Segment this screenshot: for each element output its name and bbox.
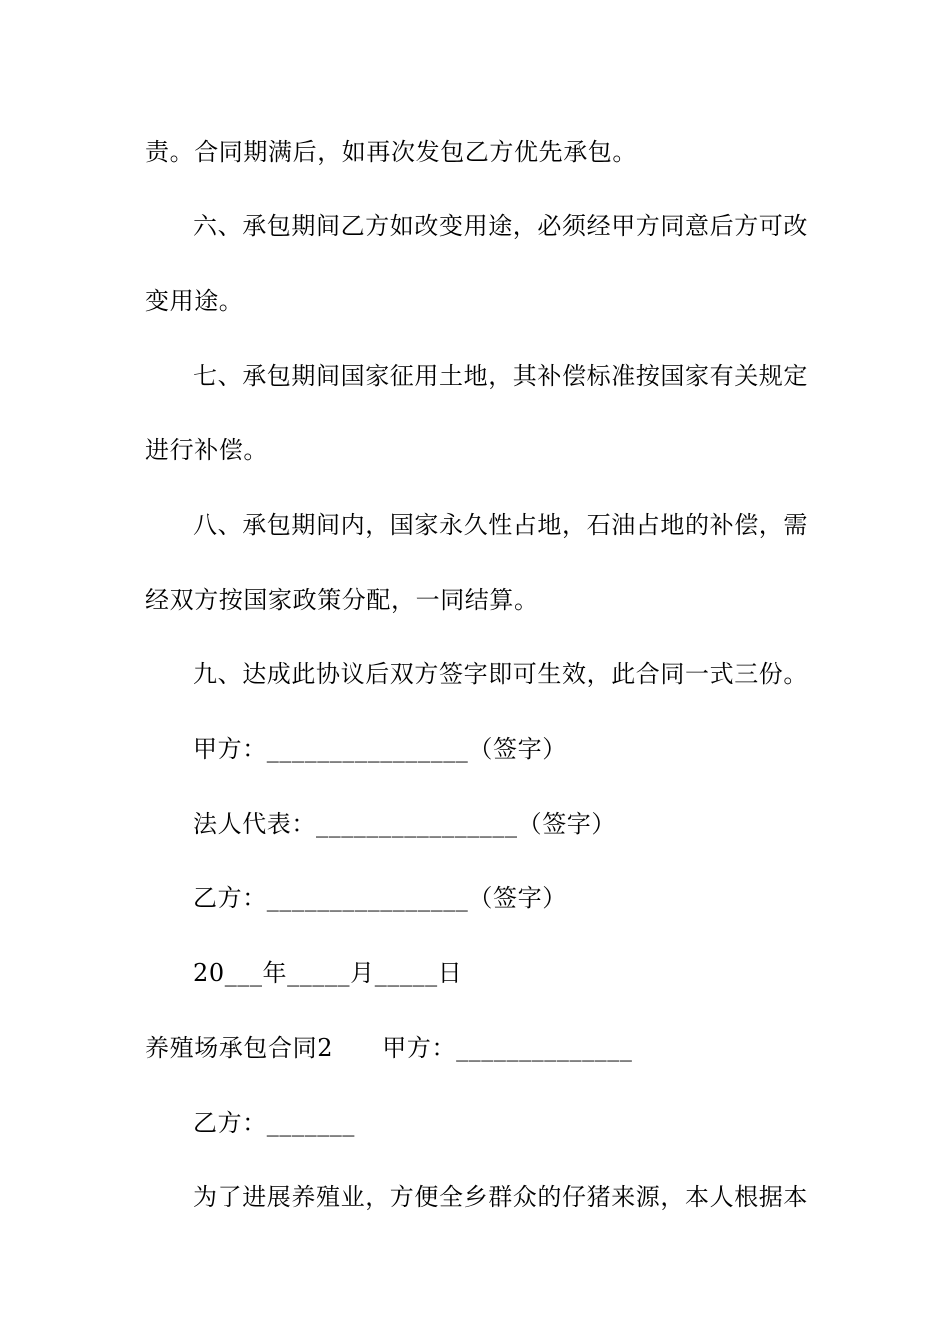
clause-nine: 九、达成此协议后双方签字即可生效，此合同一式三份。: [193, 660, 808, 688]
contract-two-party-b-line: 乙方：_______: [193, 1109, 355, 1137]
clause-seven-line-1: 七、承包期间国家征用土地，其补偿标准按国家有关规定: [193, 362, 808, 390]
clause-eight-line-2: 经双方按国家政策分配，一同结算。: [145, 586, 539, 614]
clause-eight-line-1: 八、承包期间内，国家永久性占地，石油占地的补偿，需: [193, 511, 808, 539]
legal-representative-signature-line: 法人代表：________________（签字）: [193, 810, 616, 838]
contract-two-intro-line: 为了进展养殖业，方便全乡群众的仔猪来源，本人根据本: [193, 1183, 808, 1211]
party-b-signature-line: 乙方：________________（签字）: [193, 884, 567, 912]
contract-two-title-line: 养殖场承包合同2 甲方：______________: [145, 1034, 633, 1062]
date-line: 20___年_____月_____日: [193, 959, 463, 987]
clause-six-line-1: 六、承包期间乙方如改变用途，必须经甲方同意后方可改: [193, 212, 808, 240]
clause-seven-line-2: 进行补偿。: [145, 436, 268, 464]
paragraph-line-1: 责。合同期满后，如再次发包乙方优先承包。: [145, 138, 637, 166]
party-a-signature-line: 甲方：________________（签字）: [193, 735, 567, 763]
clause-six-line-2: 变用途。: [145, 287, 244, 315]
